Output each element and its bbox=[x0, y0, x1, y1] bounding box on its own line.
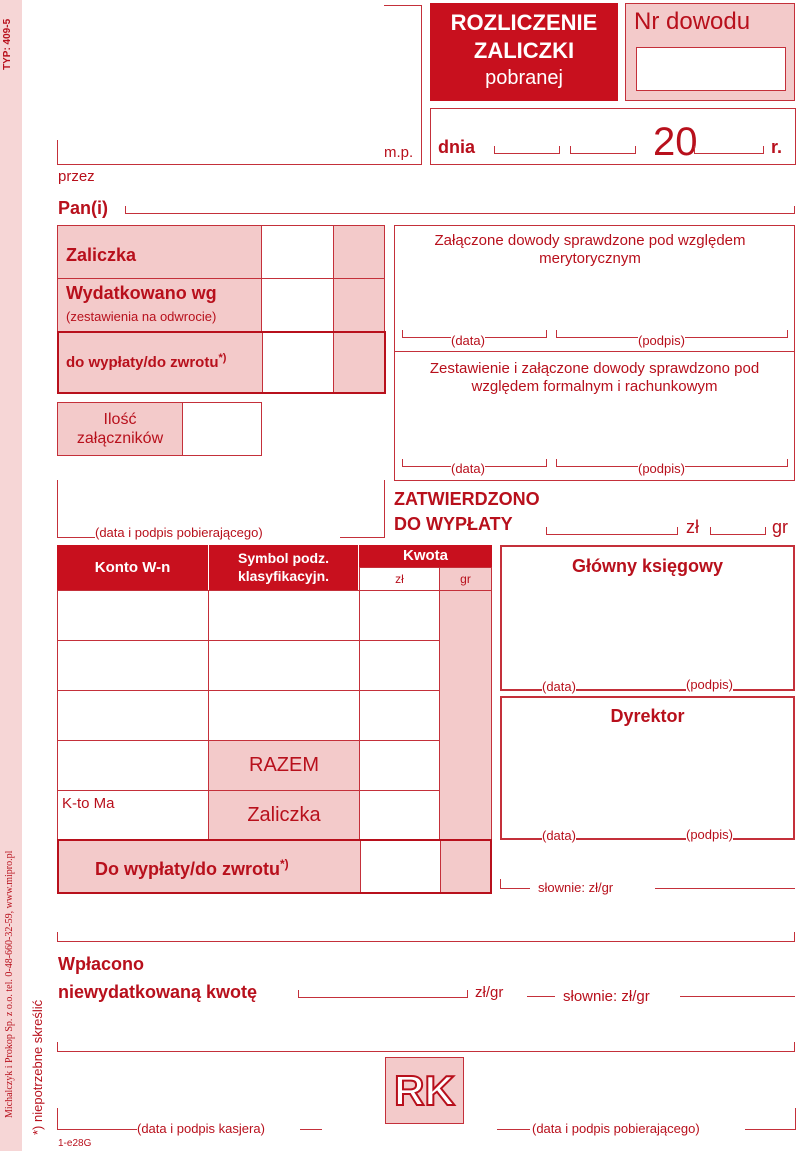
wplacono-line-1: Wpłacono bbox=[58, 954, 144, 974]
slownie-line-left bbox=[500, 888, 530, 889]
col-divider-2 bbox=[359, 590, 360, 840]
table-total-text: Do wypłaty/do zwrotu bbox=[95, 859, 281, 879]
razem-label: RAZEM bbox=[249, 754, 319, 776]
stamp-box-top bbox=[384, 5, 422, 6]
day-field[interactable] bbox=[494, 146, 560, 154]
slownie-line-tick bbox=[500, 879, 501, 889]
mp-label: m.p. bbox=[384, 144, 414, 161]
wplacono-slownie-line-r bbox=[680, 996, 795, 997]
month-field[interactable] bbox=[570, 146, 636, 154]
merytoryczne-text: Załączone dowody sprawdzone pod względem merytorycznym bbox=[434, 232, 746, 267]
pobierajacy-sig-bottom-l bbox=[57, 537, 95, 538]
chief-accountant-data: (data) bbox=[542, 679, 576, 694]
table-zaliczka-cell bbox=[209, 791, 359, 840]
wplacono-zlgr: zł/gr bbox=[475, 984, 504, 1001]
chief-accountant-podpis: (podpis) bbox=[686, 677, 733, 692]
wplacono-line-2: niewydatkowaną kwotę bbox=[58, 982, 258, 1002]
kwota-gr-text: gr bbox=[460, 572, 471, 586]
attachments-label-2: załączników bbox=[76, 430, 164, 447]
chief-accountant-label: Główny księgowy bbox=[571, 556, 724, 576]
kasjer-sig-line-r bbox=[300, 1129, 322, 1130]
do-wyplaty-label bbox=[66, 352, 226, 371]
director-data: (data) bbox=[542, 828, 576, 843]
kwota-header-text: Kwota bbox=[403, 547, 448, 564]
pobierajacy-sig-right bbox=[384, 480, 385, 538]
form-code: 1-e28G bbox=[58, 1138, 92, 1149]
footnote-mark: *) bbox=[280, 857, 289, 871]
date-label: dnia bbox=[438, 137, 476, 157]
rk-text: RK bbox=[394, 1067, 455, 1114]
date-box bbox=[430, 108, 796, 165]
stamp-box-bottom bbox=[57, 164, 422, 165]
symbol-header-2: klasyfikacyjn. bbox=[237, 568, 330, 584]
table-row bbox=[57, 640, 492, 691]
pan-field[interactable] bbox=[125, 206, 795, 214]
pobierajacy-bottom-tick bbox=[795, 1108, 796, 1130]
formalne-text: Zestawienie i załączone dowody sprawdzono pod względem formalnym i rachunkowym bbox=[429, 360, 760, 395]
zestawienie-note: (zestawienia na odwrocie) bbox=[66, 309, 217, 324]
wplacono-slownie-label: słownie: zł/gr bbox=[563, 988, 650, 1005]
pobierajacy-sig-label: (data i podpis pobierającego) bbox=[95, 525, 263, 540]
merytoryczne-data-label: (data) bbox=[451, 333, 485, 348]
approved-line-2: DO WYPŁATY bbox=[394, 514, 513, 534]
stamp-box-right bbox=[421, 5, 422, 165]
wplacono-slownie-line-l bbox=[527, 996, 555, 997]
przez-label: przez bbox=[58, 168, 95, 185]
wydatkowano-label: Wydatkowano wg bbox=[66, 283, 217, 303]
kto-ma-label: K-to Ma bbox=[62, 795, 115, 812]
kwota-gr-header bbox=[439, 567, 492, 591]
attachments-label-1: Ilość bbox=[103, 411, 137, 428]
col-divider-3 bbox=[439, 590, 440, 840]
pan-label: Pan(i) bbox=[58, 198, 109, 218]
rk-stamp bbox=[385, 1057, 464, 1124]
approved-gr-field[interactable] bbox=[710, 527, 766, 535]
pobierajacy-sig-left bbox=[57, 480, 58, 538]
title-line-1: ROZLICZENIE bbox=[450, 10, 598, 35]
slownie-label: słownie: zł/gr bbox=[538, 880, 614, 895]
form-type-label: TYP: 409-5 bbox=[2, 18, 13, 70]
table-total-label bbox=[95, 857, 289, 880]
pobierajacy-bottom-line-r bbox=[745, 1129, 795, 1130]
director-label: Dyrektor bbox=[610, 706, 685, 726]
title-line-3: pobranej bbox=[485, 67, 563, 89]
kasjer-sig-line-l bbox=[57, 1129, 137, 1130]
gr-column-shade bbox=[440, 591, 491, 840]
wplacono-amount-field[interactable] bbox=[298, 990, 468, 998]
approved-zl-field[interactable] bbox=[546, 527, 678, 535]
attachments-count-field[interactable] bbox=[182, 402, 262, 456]
kwota-header bbox=[359, 545, 492, 567]
formalne-data-label: (data) bbox=[451, 461, 485, 476]
symbol-header bbox=[209, 545, 358, 590]
zaliczka-gr-field[interactable] bbox=[333, 225, 385, 279]
wydatkowano-gr-field[interactable] bbox=[333, 278, 385, 332]
konto-header-text: Konto W-n bbox=[94, 559, 171, 576]
kasjer-sig-label: (data i podpis kasjera) bbox=[137, 1121, 265, 1136]
kwota-zl-header bbox=[359, 567, 440, 591]
konto-header bbox=[57, 545, 208, 590]
slownie-line-right bbox=[655, 888, 795, 889]
merytoryczne-podpis-label: (podpis) bbox=[638, 333, 685, 348]
do-wyplaty-text: do wypłaty/do zwrotu bbox=[66, 354, 219, 371]
kasjer-sig-tick bbox=[57, 1108, 58, 1130]
table-zaliczka-label: Zaliczka bbox=[247, 804, 321, 826]
table-row bbox=[57, 590, 492, 641]
formalne-podpis-label: (podpis) bbox=[638, 461, 685, 476]
kwota-zl-text: zł bbox=[395, 572, 404, 586]
document-number-label: Nr dowodu bbox=[634, 8, 751, 35]
zaliczka-label: Zaliczka bbox=[66, 245, 137, 265]
director-podpis: (podpis) bbox=[686, 827, 733, 842]
year-prefix: 20 bbox=[653, 120, 698, 164]
slownie-field[interactable] bbox=[57, 932, 795, 942]
symbol-header-1: Symbol podz. bbox=[238, 550, 329, 566]
zaliczka-zl-field[interactable] bbox=[261, 225, 334, 279]
document-number-input[interactable] bbox=[636, 47, 786, 91]
attachments-label bbox=[57, 410, 183, 448]
pobierajacy-sig-bottom-r bbox=[340, 537, 385, 538]
razem-cell bbox=[209, 741, 359, 790]
footnote-mark: *) bbox=[218, 352, 227, 364]
pobierajacy-bottom-label: (data i podpis pobierającego) bbox=[532, 1121, 700, 1136]
footnote: *) niepotrzebne skreślić bbox=[30, 999, 45, 1135]
approved-line-1: ZATWIERDZONO bbox=[394, 489, 540, 509]
year-suffix: r. bbox=[771, 137, 783, 157]
approved-gr-label: gr bbox=[772, 517, 789, 537]
document-title bbox=[430, 3, 618, 101]
wydatkowano-zl-field[interactable] bbox=[261, 278, 334, 332]
year-field[interactable] bbox=[694, 146, 764, 154]
wplacono-slownie-field[interactable] bbox=[57, 1042, 795, 1052]
approved-zl-label: zł bbox=[686, 517, 699, 537]
title-line-2: ZALICZKI bbox=[473, 38, 575, 63]
stamp-box-left bbox=[57, 140, 58, 165]
pobierajacy-bottom-line-l bbox=[497, 1129, 530, 1130]
table-row bbox=[57, 690, 492, 741]
publisher-info: Michalczyk i Prokop Sp. z o.o. tel. 0-48-660-32-59, www.mipro.pl bbox=[4, 850, 15, 1118]
